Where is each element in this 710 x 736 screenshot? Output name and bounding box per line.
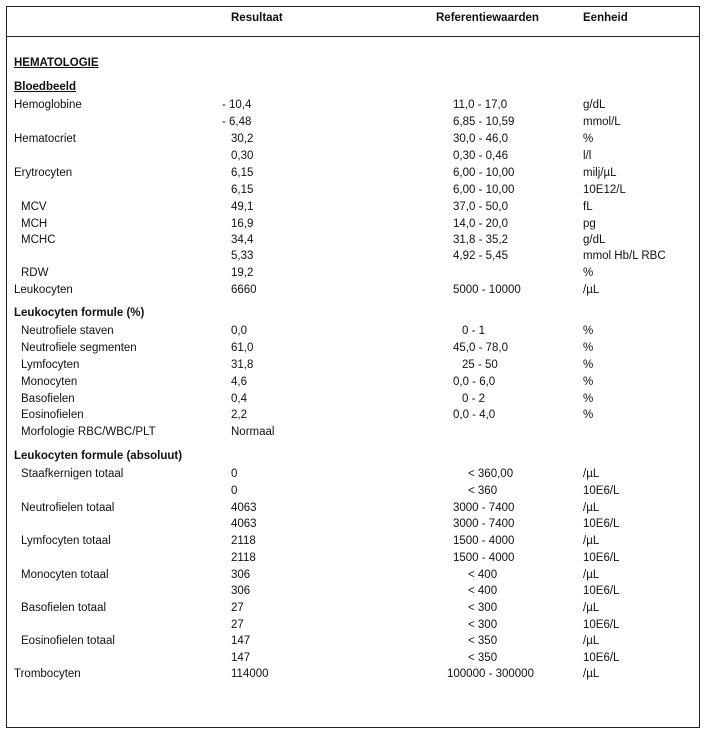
table-row — [0, 323, 710, 339]
test-name: Neutrofielen totaal — [21, 502, 115, 514]
test-result: 4,6 — [231, 376, 247, 388]
reference-range: 6,00 - 10,00 — [453, 167, 515, 179]
unit: fL — [583, 201, 593, 213]
table-row — [0, 232, 710, 248]
reference-range: < 400 — [468, 569, 498, 581]
header-divider — [6, 36, 700, 37]
test-name: MCV — [21, 201, 47, 213]
test-name: Eosinofielen totaal — [21, 635, 115, 647]
table-row — [0, 600, 710, 616]
test-name: MCHC — [21, 234, 56, 246]
reference-range: < 350 — [468, 652, 498, 664]
reference-range: 0,0 - 4,0 — [453, 409, 496, 421]
test-result: 31,8 — [231, 359, 254, 371]
reference-range: < 360,00 — [468, 468, 514, 480]
subsection-leukocyten-formule-pct: Leukocyten formule (%) — [14, 307, 145, 319]
table-row — [0, 97, 710, 113]
test-result: 4063 — [231, 502, 257, 514]
test-name: Trombocyten — [14, 668, 81, 680]
test-name: Hemoglobine — [14, 99, 82, 111]
reference-range: 3000 - 7400 — [453, 502, 515, 514]
reference-range: < 350 — [468, 635, 498, 647]
reference-range: < 300 — [468, 602, 498, 614]
test-result: 306 — [231, 585, 251, 597]
unit: 10E6/L — [583, 552, 620, 564]
test-result: 4063 — [231, 518, 257, 530]
unit: g/dL — [583, 99, 606, 111]
subsection-leukocyten-formule-abs: Leukocyten formule (absoluut) — [14, 450, 183, 462]
table-row — [0, 248, 710, 264]
test-name: Eosinofielen — [21, 409, 84, 421]
test-result: 6,15 — [231, 184, 254, 196]
reference-range: 0 - 1 — [462, 325, 486, 337]
unit: /µL — [583, 569, 600, 581]
reference-range: < 360 — [468, 485, 498, 497]
table-row — [0, 550, 710, 566]
test-result: 27 — [231, 602, 244, 614]
test-result: 34,4 — [231, 234, 254, 246]
unit: 10E6/L — [583, 619, 620, 631]
test-name: Neutrofiele staven — [21, 325, 114, 337]
column-header-reference: Referentiewaarden — [436, 12, 539, 24]
test-result: 61,0 — [231, 342, 254, 354]
table-row — [0, 617, 710, 633]
table-row — [0, 131, 710, 147]
table-row — [0, 340, 710, 356]
unit: % — [583, 342, 594, 354]
test-name: Basofielen — [21, 393, 75, 405]
unit: % — [583, 325, 594, 337]
reference-range: 100000 - 300000 — [447, 668, 534, 680]
test-result: 114000 — [231, 668, 269, 680]
table-row — [0, 633, 710, 649]
unit: 10E6/L — [583, 652, 620, 664]
unit: mmol Hb/L RBC — [583, 250, 666, 262]
test-result: 0,30 — [231, 150, 254, 162]
test-name: Monocyten totaal — [21, 569, 109, 581]
unit: % — [583, 409, 594, 421]
unit: pg — [583, 218, 596, 230]
unit: milj/µL — [583, 167, 617, 179]
unit: /µL — [583, 602, 600, 614]
test-result: 49,1 — [231, 201, 254, 213]
table-row — [0, 424, 710, 440]
table-row — [0, 583, 710, 599]
reference-range: 37,0 - 50,0 — [453, 201, 508, 213]
unit: % — [583, 267, 594, 279]
table-row — [0, 199, 710, 215]
table-row — [0, 466, 710, 482]
unit: /µL — [583, 668, 600, 680]
reference-range: < 300 — [468, 619, 498, 631]
unit: % — [583, 133, 594, 145]
table-row — [0, 650, 710, 666]
subsection-bloedbeeld: Bloedbeeld — [14, 81, 76, 93]
table-row — [0, 265, 710, 281]
reference-range: 5000 - 10000 — [453, 284, 521, 296]
reference-range: 30,0 - 46,0 — [453, 133, 508, 145]
unit: /µL — [583, 468, 600, 480]
table-row — [0, 391, 710, 407]
unit: l/l — [583, 150, 592, 162]
table-row — [0, 182, 710, 198]
test-result: 6660 — [231, 284, 257, 296]
test-name: Lymfocyten totaal — [21, 535, 111, 547]
test-name: Monocyten — [21, 376, 78, 388]
reference-range: 45,0 - 78,0 — [453, 342, 508, 354]
table-row — [0, 483, 710, 499]
test-result: 306 — [231, 569, 251, 581]
column-header-unit: Eenheid — [583, 12, 628, 24]
table-row — [0, 357, 710, 373]
table-row — [0, 148, 710, 164]
reference-range: < 400 — [468, 585, 498, 597]
test-result: 2118 — [231, 552, 256, 564]
test-result: 0,0 — [231, 325, 247, 337]
unit: /µL — [583, 502, 600, 514]
unit: 10E12/L — [583, 184, 626, 196]
table-row — [0, 165, 710, 181]
table-row — [0, 666, 710, 682]
test-name: Lymfocyten — [21, 359, 80, 371]
test-result: 6,15 — [231, 167, 254, 179]
test-result: 147 — [231, 635, 251, 647]
unit: /µL — [583, 535, 600, 547]
test-result: 2,2 — [231, 409, 247, 421]
test-name: Basofielen totaal — [21, 602, 107, 614]
table-row — [0, 500, 710, 516]
reference-range: 4,92 - 5,45 — [453, 250, 508, 262]
reference-range: 1500 - 4000 — [453, 535, 515, 547]
reference-range: 14,0 - 20,0 — [453, 218, 508, 230]
test-result: 147 — [231, 652, 251, 664]
test-result: 27 — [231, 619, 244, 631]
table-row — [0, 114, 710, 130]
reference-range: 0,30 - 0,46 — [453, 150, 508, 162]
test-result: - 6,48 — [222, 116, 252, 128]
test-name: Erytrocyten — [14, 167, 73, 179]
reference-range: 25 - 50 — [462, 359, 498, 371]
test-result: Normaal — [231, 426, 275, 438]
test-name: Staafkernigen totaal — [21, 468, 124, 480]
reference-range: 6,85 - 10,59 — [453, 116, 515, 128]
table-row — [0, 567, 710, 583]
test-result: 30,2 — [231, 133, 254, 145]
unit: % — [583, 393, 594, 405]
unit: /µL — [583, 284, 600, 296]
reference-range: 31,8 - 35,2 — [453, 234, 508, 246]
test-result: 16,9 — [231, 218, 254, 230]
reference-range: 3000 - 7400 — [453, 518, 515, 530]
test-result: 2118 — [231, 535, 256, 547]
test-name: Neutrofiele segmenten — [21, 342, 137, 354]
test-result: 0 — [231, 485, 238, 497]
test-name: RDW — [21, 267, 49, 279]
unit: 10E6/L — [583, 585, 620, 597]
reference-range: 0 - 2 — [462, 393, 486, 405]
test-result: 19,2 — [231, 267, 254, 279]
table-row — [0, 374, 710, 390]
test-name: Morfologie RBC/WBC/PLT — [21, 426, 156, 438]
unit: % — [583, 359, 594, 371]
test-name: MCH — [21, 218, 48, 230]
test-result: - 10,4 — [222, 99, 252, 111]
reference-range: 11,0 - 17,0 — [453, 99, 508, 111]
column-header-result: Resultaat — [231, 12, 283, 24]
table-row — [0, 407, 710, 423]
unit: mmol/L — [583, 116, 621, 128]
unit: 10E6/L — [583, 485, 620, 497]
table-row — [0, 516, 710, 532]
table-row — [0, 216, 710, 232]
table-row — [0, 282, 710, 298]
reference-range: 6,00 - 10,00 — [453, 184, 515, 196]
test-name: Hematocriet — [14, 133, 76, 145]
reference-range: 1500 - 4000 — [453, 552, 515, 564]
section-title: HEMATOLOGIE — [14, 57, 99, 69]
unit: % — [583, 376, 594, 388]
unit: g/dL — [583, 234, 606, 246]
test-name: Leukocyten — [14, 284, 73, 296]
test-result: 5,33 — [231, 250, 254, 262]
unit: /µL — [583, 635, 600, 647]
unit: 10E6/L — [583, 518, 620, 530]
test-result: 0 — [231, 468, 238, 480]
table-row — [0, 533, 710, 549]
test-result: 0,4 — [231, 393, 247, 405]
reference-range: 0,0 - 6,0 — [453, 376, 496, 388]
